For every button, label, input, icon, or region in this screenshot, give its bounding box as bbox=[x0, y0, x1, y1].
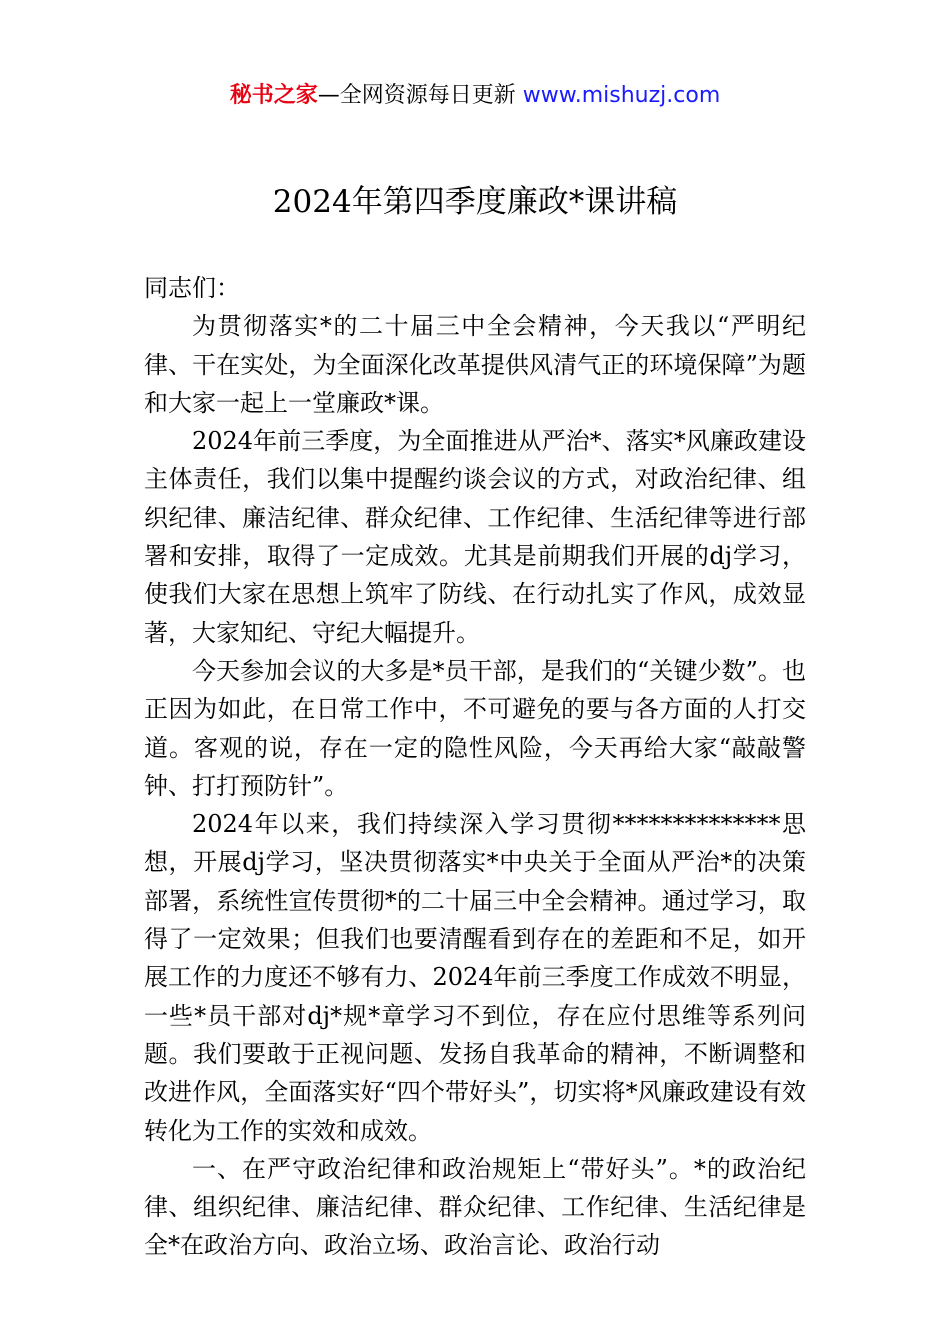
site-tagline: —全网资源每日更新 bbox=[317, 83, 523, 108]
site-header bbox=[0, 80, 950, 112]
document-body bbox=[144, 269, 806, 1265]
document-title: 2024年第四季度廉政*课讲稿 bbox=[272, 184, 678, 220]
site-url-link[interactable]: www.mishuzj.com bbox=[522, 83, 721, 108]
paragraph-intro: 为贯彻落实*的二十届三中全会精神，今天我以“严明纪律、干在实处，为全面深化改革提供风清气正的环境保障”为题和大家一起上一堂廉政*课。 bbox=[144, 312, 806, 417]
paragraph-key-minority: 今天参加会议的大多是*员干部，是我们的“关键少数”。也正因为如此，在日常工作中，不可避免的要与各方面的人打交道。客观的说，存在一定的隐性风险，今天再给大家“敲敲警钟、打打预防针”。 bbox=[144, 656, 806, 800]
paragraph-progress: 2024年前三季度，为全面推进从严治*、落实*风廉政建设主体责任，我们以集中提醒约谈会议的方式，对政治纪律、组织纪律、廉洁纪律、群众纪律、工作纪律、生活纪律等进行部署和安排，取得了一定成效。尤其是前期我们开展的dj学习，使我们大家在思想上筑牢了防线、在行动扎实了作风，成效显著，大家知纪、守纪大幅提升。 bbox=[144, 427, 806, 647]
salutation: 同志们： bbox=[144, 274, 240, 302]
paragraph-section-one: 一、在严守政治纪律和政治规矩上“带好头”。*的政治纪律、组织纪律、廉洁纪律、群众纪律、工作纪律、生活纪律是全*在政治方向、政治立场、政治言论、政治行动 bbox=[144, 1154, 806, 1260]
paragraph-study: 2024年以来，我们持续深入学习贯彻**************思想，开展dj学习，坚决贯彻落实*中央关于全面从严治*的决策部署，系统性宣传贯彻*的二十届三中全会精神。通过学习，取得了一定效果；但我们也要清醒看到存在的差距和不足，如开展工作的力度还不够有力、2024年前三季度工作成效不明显，一些*员干部对dj*规*章学习不到位，存在应付思维等系列问题。我们要敢于正视问题、发扬自我革命的精神，不断调整和改进作风，全面落实好“四个带好头”，切实将*风廉政建设有效转化为工作的实效和成效。 bbox=[144, 810, 806, 1145]
site-brand: 秘书之家 bbox=[229, 83, 318, 108]
